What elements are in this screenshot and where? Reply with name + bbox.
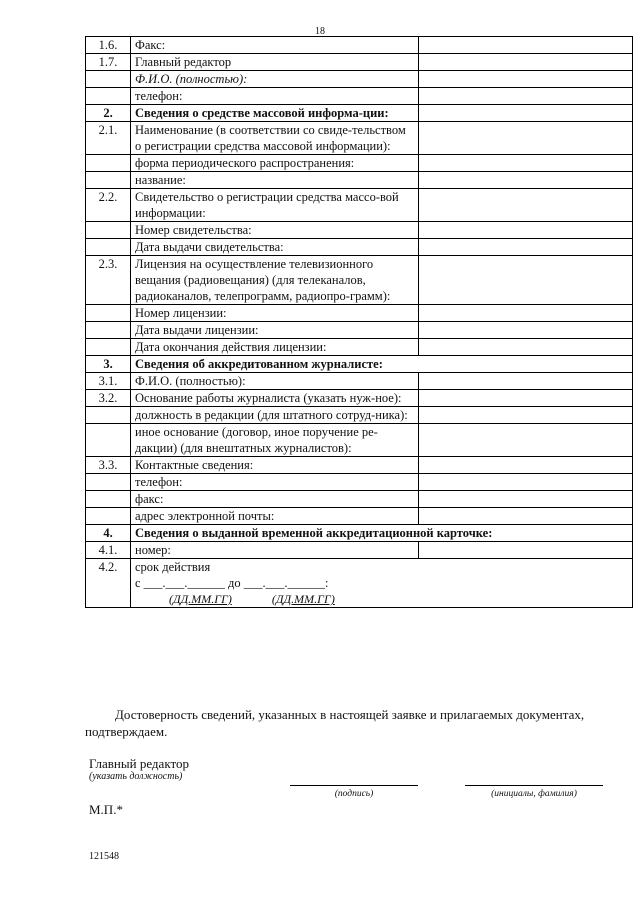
row-number (86, 88, 131, 105)
row-label: иное основание (договор, иное поручение ре-дакции) (для внештатных журналистов): (131, 424, 419, 457)
signer-hint: (указать должность) (89, 771, 183, 782)
row-number (86, 474, 131, 491)
row-label: Номер лицензии: (131, 305, 419, 322)
row-number: 3.2. (86, 390, 131, 407)
row-label: должность в редакции (для штатного сотруд-ника): (131, 407, 419, 424)
row-value-cell[interactable] (419, 54, 633, 71)
row-value-cell[interactable] (419, 172, 633, 189)
signer-title: Главный редактор (89, 756, 189, 771)
row-number (86, 508, 131, 525)
table-row (86, 322, 633, 339)
row-value-cell[interactable] (419, 339, 633, 356)
row-label: Свидетельство о регистрации средства массо-вой информации: (131, 189, 419, 222)
table-row (86, 305, 633, 322)
row-label: срок действия (135, 560, 211, 574)
row-label: номер: (131, 542, 419, 559)
table-row (86, 222, 633, 239)
row-value-cell[interactable] (419, 373, 633, 390)
row-label: факс: (131, 491, 419, 508)
row-value-cell[interactable] (419, 88, 633, 105)
row-number (86, 407, 131, 424)
row-number: 4.2. (86, 559, 131, 608)
row-value-cell[interactable] (419, 542, 633, 559)
row-value-cell[interactable] (419, 491, 633, 508)
page-number: 18 (315, 26, 325, 37)
table-row (86, 373, 633, 390)
table-row (86, 559, 633, 608)
application-form-table (85, 36, 633, 608)
table-row (86, 189, 633, 222)
row-label: адрес электронной почты: (131, 508, 419, 525)
row-value-cell[interactable] (419, 474, 633, 491)
table-row (86, 457, 633, 474)
row-value-cell[interactable] (419, 508, 633, 525)
row-label: Ф.И.О. (полностью): (131, 71, 419, 88)
row-number (86, 239, 131, 256)
row-value-cell[interactable] (419, 424, 633, 457)
section-title: Сведения об аккредитованном журналисте: (131, 356, 633, 373)
row-number: 1.7. (86, 54, 131, 71)
name-line[interactable] (465, 785, 603, 786)
table-row (86, 54, 633, 71)
row-number (86, 155, 131, 172)
table-row (86, 256, 633, 305)
row-number: 2.3. (86, 256, 131, 305)
table-row (86, 508, 633, 525)
row-label: Контактные сведения: (131, 457, 419, 474)
row-value-cell[interactable] (419, 390, 633, 407)
section-number: 4. (86, 525, 131, 542)
section-number: 3. (86, 356, 131, 373)
row-number: 3.3. (86, 457, 131, 474)
row-number (86, 424, 131, 457)
row-label: Номер свидетельства: (131, 222, 419, 239)
row-number (86, 71, 131, 88)
row-label: форма периодического распространения: (131, 155, 419, 172)
row-value-cell[interactable] (419, 256, 633, 305)
table-row (86, 37, 633, 54)
table-row (86, 474, 633, 491)
row-label: Ф.И.О. (полностью): (131, 373, 419, 390)
table-row (86, 491, 633, 508)
row-number: 2.2. (86, 189, 131, 222)
table-row (86, 424, 633, 457)
row-label: телефон: (131, 88, 419, 105)
row-value-cell[interactable] (419, 407, 633, 424)
row-value-cell[interactable] (419, 122, 633, 155)
validity-period-cell[interactable] (131, 559, 633, 608)
row-number (86, 339, 131, 356)
row-value-cell[interactable] (419, 37, 633, 54)
row-label: Наименование (в соответствии со свиде-тельством о регистрации средства массовой информации): (131, 122, 419, 155)
section-number: 2. (86, 105, 131, 122)
table-row (86, 407, 633, 424)
row-label: Основание работы журналиста (указать нуж-ное): (131, 390, 419, 407)
row-label: название: (131, 172, 419, 189)
date-format-from: (ДД.ММ.ГГ) (169, 592, 232, 606)
table-row (86, 525, 633, 542)
section-title: Сведения о средстве массовой информа-ции: (131, 105, 419, 122)
row-label: Дата выдачи свидетельства: (131, 239, 419, 256)
table-row (86, 155, 633, 172)
table-row (86, 122, 633, 155)
row-number (86, 322, 131, 339)
table-row (86, 390, 633, 407)
table-row (86, 88, 633, 105)
table-row (86, 339, 633, 356)
section-title: Сведения о выданной временной аккредитационной карточке: (131, 525, 633, 542)
row-value-cell[interactable] (419, 305, 633, 322)
row-number: 4.1. (86, 542, 131, 559)
row-number: 1.6. (86, 37, 131, 54)
table-row (86, 172, 633, 189)
signature-line[interactable] (290, 785, 418, 786)
date-format-hints (135, 591, 628, 607)
table-row (86, 542, 633, 559)
row-label: Лицензия на осуществление телевизионного вещания (радиовещания) (для телеканалов, радиоканалов, телепрограмм, радиопро-грамм): (131, 256, 419, 305)
row-value-cell[interactable] (419, 189, 633, 222)
row-label: телефон: (131, 474, 419, 491)
row-label: Дата выдачи лицензии: (131, 322, 419, 339)
row-number (86, 491, 131, 508)
name-caption: (инициалы, фамилия) (491, 789, 577, 799)
row-number (86, 172, 131, 189)
row-number (86, 222, 131, 239)
row-value-cell[interactable] (419, 155, 633, 172)
row-value-cell[interactable] (419, 222, 633, 239)
row-value-cell[interactable] (419, 239, 633, 256)
row-label: Дата окончания действия лицензии: (131, 339, 419, 356)
stamp-place: М.П.* (89, 802, 123, 817)
table-row (86, 71, 633, 88)
date-format-to: (ДД.ММ.ГГ) (271, 592, 335, 606)
confirmation-text: Достоверность сведений, указанных в настоящей заявке и прилагаемых документах, подтверждаем. (85, 707, 585, 739)
row-label: Факс: (131, 37, 419, 54)
row-value-cell[interactable] (419, 71, 633, 88)
signature-caption: (подпись) (334, 789, 374, 799)
table-row (86, 239, 633, 256)
table-row (86, 356, 633, 373)
document-code: 121548 (89, 851, 119, 862)
date-range-fields[interactable]: с ___.___.______ до ___.___.______: (135, 576, 329, 590)
row-value-cell[interactable] (419, 457, 633, 474)
row-value-cell (419, 105, 633, 122)
row-number (86, 305, 131, 322)
row-number: 2.1. (86, 122, 131, 155)
table-row (86, 105, 633, 122)
row-value-cell[interactable] (419, 322, 633, 339)
row-label: Главный редактор (131, 54, 419, 71)
row-number: 3.1. (86, 373, 131, 390)
